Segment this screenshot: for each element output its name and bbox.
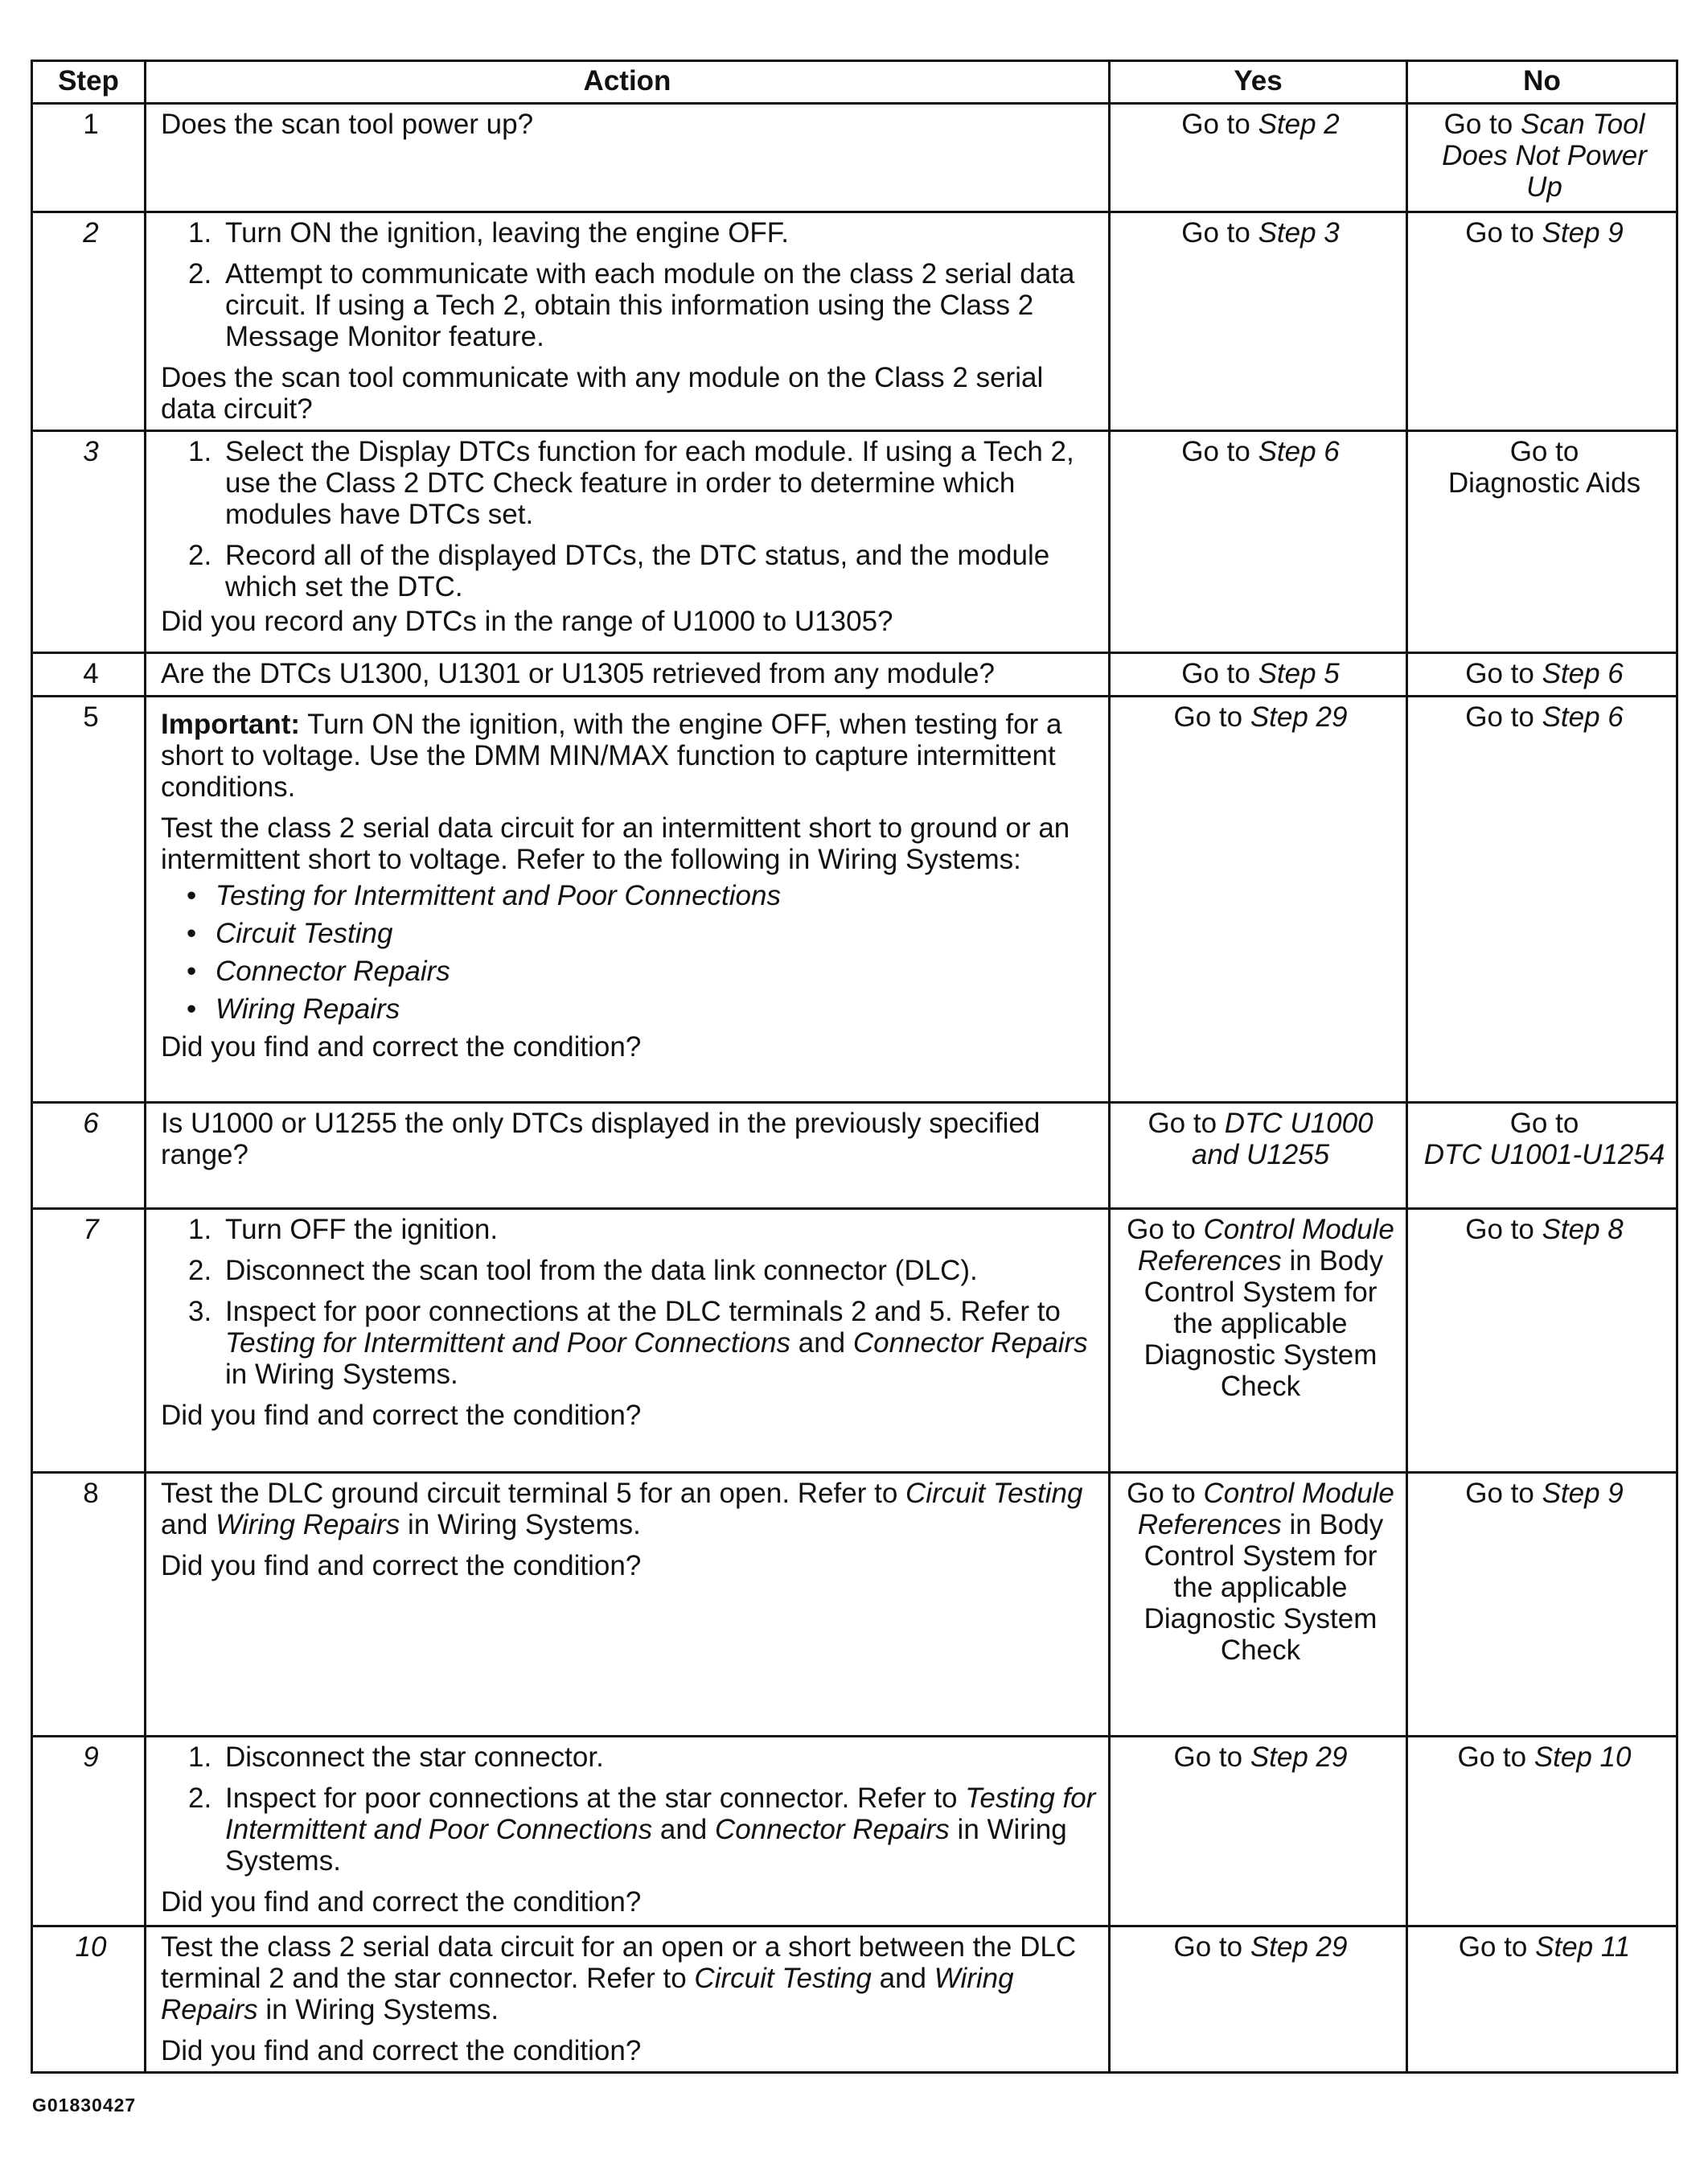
step-link[interactable]: Step 5: [1258, 658, 1340, 689]
important-note: Important: Turn ON the ignition, with the engine OFF, when testing for a short to voltage. Use the DMM MIN/MAX function to capture intermittent conditions.: [161, 709, 1062, 803]
list-item: 1. Turn OFF the ignition.: [188, 1214, 499, 1245]
step-number: 3: [32, 431, 146, 653]
action-question: Did you find and correct the condition?: [161, 1031, 642, 1063]
step-number: 5: [32, 697, 146, 1103]
wiring-link[interactable]: Testing for Intermittent and Poor Connections: [225, 1327, 790, 1359]
no-cell[interactable]: Go to Step 11: [1407, 1926, 1677, 2073]
action-cell: [146, 697, 1110, 1103]
list-item: 2. Disconnect the scan tool from the data link connector (DLC).: [188, 1255, 978, 1286]
step-link[interactable]: Step 2: [1258, 109, 1340, 140]
action-question: Does the scan tool communicate with any module on the Class 2 serial data circuit?: [161, 362, 1044, 425]
table-row-step-1: [32, 104, 1677, 212]
wiring-link[interactable]: Wiring Repairs: [216, 1509, 400, 1540]
step-number: 8: [32, 1473, 146, 1737]
yes-cell[interactable]: Go to Step 6: [1110, 431, 1407, 653]
step-link[interactable]: Step 6: [1542, 701, 1624, 733]
no-cell[interactable]: Go to Scan Tool Does Not Power Up: [1407, 104, 1677, 212]
step-link[interactable]: Step 29: [1250, 701, 1348, 733]
no-cell[interactable]: Go to Step 8: [1407, 1209, 1677, 1473]
no-cell[interactable]: Go to Step 10: [1407, 1737, 1677, 1926]
step-number: 2: [32, 212, 146, 431]
yes-cell[interactable]: Go to Step 29: [1110, 1737, 1407, 1926]
list-item[interactable]: • Testing for Intermittent and Poor Connections: [187, 880, 781, 911]
wiring-link[interactable]: Connector Repairs: [715, 1814, 950, 1845]
list-item: 2. Attempt to communicate with each module on the class 2 serial data circuit. If using a Tech 2, obtain this information using the Class 2 Message Monitor feature.: [188, 258, 1075, 352]
action-cell: [146, 104, 1110, 212]
header-step: Step: [32, 61, 146, 104]
step-link[interactable]: Step 6: [1542, 658, 1624, 689]
no-cell[interactable]: Go to Step 9: [1407, 212, 1677, 431]
no-cell[interactable]: Go to DTC U1001-U1254: [1407, 1103, 1677, 1209]
wiring-link[interactable]: Testing for Intermittent and Poor Connections: [225, 1782, 1096, 1845]
yes-cell[interactable]: Go to Step 29: [1110, 697, 1407, 1103]
numbered-list: [161, 217, 1098, 352]
numbered-list: [161, 436, 1098, 602]
step-link[interactable]: Step 3: [1258, 217, 1340, 249]
step-number: 10: [32, 1926, 146, 2073]
step-number: 9: [32, 1737, 146, 1926]
action-cell: [146, 212, 1110, 431]
test-instruction: Test the class 2 serial data circuit for an intermittent short to ground or an intermittent short to voltage. Refer to the following in Wiring Systems:: [161, 812, 1070, 875]
diagnostic-aids-link[interactable]: Diagnostic Aids: [1447, 467, 1641, 499]
wiring-link[interactable]: Circuit Testing: [905, 1478, 1083, 1509]
table-row-step-6: [32, 1103, 1677, 1209]
list-item: 1. Turn ON the ignition, leaving the engine OFF.: [188, 217, 790, 249]
list-item: 1. Select the Display DTCs function for each module. If using a Tech 2, use the Class 2 DTC Check feature in order to determine which modules have DTCs set.: [188, 436, 1074, 530]
list-item[interactable]: • Wiring Repairs: [187, 993, 400, 1025]
bullet-list: [161, 880, 1098, 1025]
step-link[interactable]: Step 8: [1542, 1214, 1624, 1245]
numbered-list: [161, 1741, 1098, 1877]
table-row-step-2: [32, 212, 1677, 431]
action-cell: [146, 1926, 1110, 2073]
table-row-step-8: [32, 1473, 1677, 1737]
list-item[interactable]: • Circuit Testing: [187, 918, 393, 949]
table-row-step-10: [32, 1926, 1677, 2073]
wiring-link[interactable]: Connector Repairs: [852, 1327, 1088, 1359]
no-cell[interactable]: Go to Step 6: [1407, 697, 1677, 1103]
step-link[interactable]: Step 29: [1250, 1931, 1348, 1963]
table-row-step-3: [32, 431, 1677, 653]
step-link[interactable]: Step 10: [1534, 1741, 1632, 1773]
control-module-link[interactable]: Control Module References: [1137, 1214, 1394, 1277]
action-cell: [146, 1209, 1110, 1473]
step-number: 6: [32, 1103, 146, 1209]
numbered-list: [161, 1214, 1098, 1390]
wiring-link[interactable]: Wiring Repairs: [161, 1963, 1014, 2025]
header-no: No: [1407, 61, 1677, 104]
table-row-step-4: [32, 653, 1677, 697]
action-cell: [146, 1103, 1110, 1209]
table-row-step-5: [32, 697, 1677, 1103]
action-question: Does the scan tool power up?: [161, 109, 534, 140]
action-question: Is U1000 or U1255 the only DTCs displayed in the previously specified range?: [161, 1108, 1041, 1170]
test-instruction: Test the class 2 serial data circuit for an open or a short between the DLC terminal 2 and the star connector. Refer to Circuit Testing and Wiring Repairs in Wiring Systems.: [161, 1931, 1077, 2025]
dtc-link[interactable]: DTC U1001-U1254: [1423, 1139, 1665, 1170]
procedure-link[interactable]: Scan Tool Does Not Power Up: [1442, 109, 1647, 203]
list-item: 2. Record all of the displayed DTCs, the DTC status, and the module which set the DTC.: [188, 540, 1050, 602]
diagnostic-table: [31, 60, 1678, 2074]
header-yes: Yes: [1110, 61, 1407, 104]
step-link[interactable]: Step 11: [1535, 1931, 1631, 1963]
test-instruction: Test the DLC ground circuit terminal 5 for an open. Refer to Circuit Testing and Wiring Repairs in Wiring Systems.: [161, 1478, 1083, 1540]
step-link[interactable]: Step 6: [1258, 436, 1340, 467]
step-number: 7: [32, 1209, 146, 1473]
step-link[interactable]: Step 9: [1542, 1478, 1624, 1509]
table-row-step-7: [32, 1209, 1677, 1473]
action-question: Did you find and correct the condition?: [161, 1550, 642, 1581]
action-cell: [146, 1737, 1110, 1926]
action-question: Did you find and correct the condition?: [161, 2035, 642, 2066]
wiring-link[interactable]: Circuit Testing: [694, 1963, 872, 1994]
control-module-link[interactable]: Control Module References: [1137, 1478, 1394, 1540]
header-row: [32, 61, 1677, 104]
step-number: 1: [32, 104, 146, 212]
yes-cell[interactable]: Go to Step 3: [1110, 212, 1407, 431]
header-action: Action: [146, 61, 1110, 104]
action-cell: [146, 1473, 1110, 1737]
figure-code: G01830427: [32, 2095, 137, 2115]
action-cell: [146, 431, 1110, 653]
list-item: 1. Disconnect the star connector.: [188, 1741, 604, 1773]
no-cell[interactable]: Go to Diagnostic Aids: [1407, 431, 1677, 653]
step-link[interactable]: Step 9: [1542, 217, 1624, 249]
yes-cell[interactable]: Go to Control Module References in Body Control System for the applicable Diagnostic System Check: [1110, 1209, 1407, 1473]
no-cell[interactable]: Go to Step 6: [1407, 653, 1677, 697]
action-question: Did you find and correct the condition?: [161, 1400, 642, 1431]
list-item[interactable]: • Connector Repairs: [187, 956, 450, 987]
step-number: 4: [32, 653, 146, 697]
yes-cell[interactable]: Go to Step 2: [1110, 104, 1407, 212]
list-item: 2. Inspect for poor connections at the star connector. Refer to Testing for Intermittent and Poor Connections and Connector Repairs in Wiring Systems.: [188, 1782, 1096, 1877]
yes-cell[interactable]: Go to DTC U1000 and U1255: [1110, 1103, 1407, 1209]
yes-cell[interactable]: Go to Control Module References in Body Control System for the applicable Diagnostic System Check: [1110, 1473, 1407, 1737]
dtc-link[interactable]: DTC U1000 and U1255: [1191, 1108, 1373, 1170]
no-cell[interactable]: Go to Step 9: [1407, 1473, 1677, 1737]
yes-cell[interactable]: Go to Step 29: [1110, 1926, 1407, 2073]
list-item: 3. Inspect for poor connections at the DLC terminals 2 and 5. Refer to Testing for Intermittent and Poor Connections and Connector Repairs in Wiring Systems.: [188, 1296, 1088, 1390]
step-link[interactable]: Step 29: [1250, 1741, 1348, 1773]
table-row-step-9: [32, 1737, 1677, 1926]
action-question: Did you record any DTCs in the range of U1000 to U1305?: [161, 606, 893, 637]
action-cell: [146, 653, 1110, 697]
action-question: Did you find and correct the condition?: [161, 1886, 642, 1918]
action-question: Are the DTCs U1300, U1301 or U1305 retrieved from any module?: [161, 658, 995, 689]
yes-cell[interactable]: Go to Step 5: [1110, 653, 1407, 697]
